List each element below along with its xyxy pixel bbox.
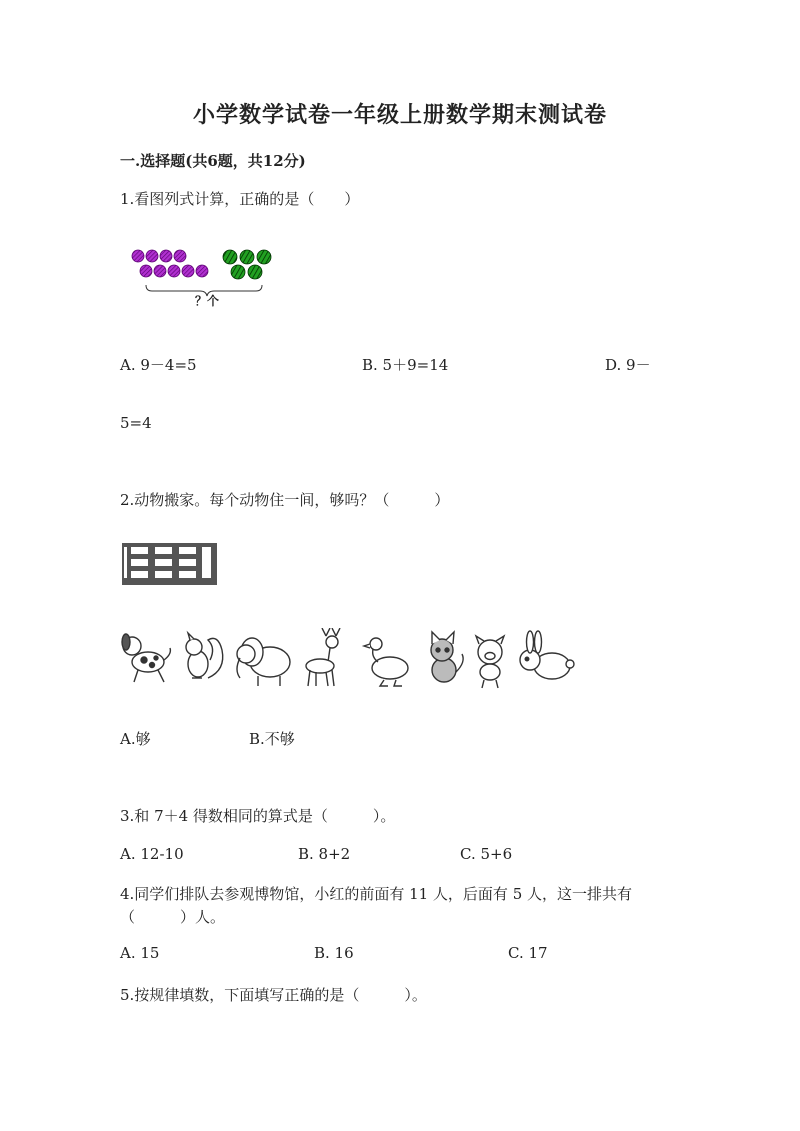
animals-row <box>120 628 580 690</box>
deer-icon <box>306 628 340 686</box>
question-4-text-line1: 4.同学们排队去参观博物馆，小红的前面有 11 人，后面有 5 人，这一排共有 <box>120 885 633 903</box>
figure-label: ？个 <box>195 294 220 308</box>
q4-option-b[interactable]: B. 16 <box>314 944 354 962</box>
q2-option-b[interactable]: B.不够 <box>249 730 295 748</box>
section-heading: 一.选择题(共6题，共12分) <box>120 152 306 170</box>
pig-icon <box>476 636 504 688</box>
dog-icon <box>122 634 170 682</box>
elephant-icon <box>237 638 290 686</box>
q4-option-a[interactable]: A. 15 <box>120 944 160 962</box>
page-title: 小学数学试卷一年级上册数学期末测试卷 <box>192 102 607 128</box>
q1-option-d-continued: 5=4 <box>120 414 152 432</box>
q1-option-d[interactable]: D. 9－ <box>605 356 651 374</box>
apartment-building-icon <box>122 543 217 585</box>
question-2-text: 2.动物搬家。每个动物住一间，够吗？（ ） <box>120 491 450 509</box>
rabbit-icon <box>520 631 574 679</box>
q3-option-a[interactable]: A. 12-10 <box>120 845 184 863</box>
q1-option-b[interactable]: B. 5＋9=14 <box>362 356 449 374</box>
question-5-text: 5.按规律填数，下面填写正确的是（ ）。 <box>120 986 427 1004</box>
purple-balls-group <box>132 250 208 277</box>
green-balls-group <box>223 250 271 279</box>
question-4-text-line2: （ ）人。 <box>120 908 226 926</box>
q1-option-a[interactable]: A. 9－4=5 <box>120 356 197 374</box>
duck-icon <box>364 638 408 686</box>
q4-option-c[interactable]: C. 17 <box>508 944 548 962</box>
q3-option-b[interactable]: B. 8+2 <box>298 845 351 863</box>
squirrel-icon <box>186 633 223 678</box>
question-1-text: 1.看图列式计算，正确的是（ ） <box>120 190 360 208</box>
cat-icon <box>431 632 463 682</box>
q3-option-c[interactable]: C. 5+6 <box>460 845 513 863</box>
q2-option-a[interactable]: A.够 <box>120 730 151 748</box>
question-3-text: 3.和 7＋4 得数相同的算式是（ ）。 <box>120 807 396 825</box>
